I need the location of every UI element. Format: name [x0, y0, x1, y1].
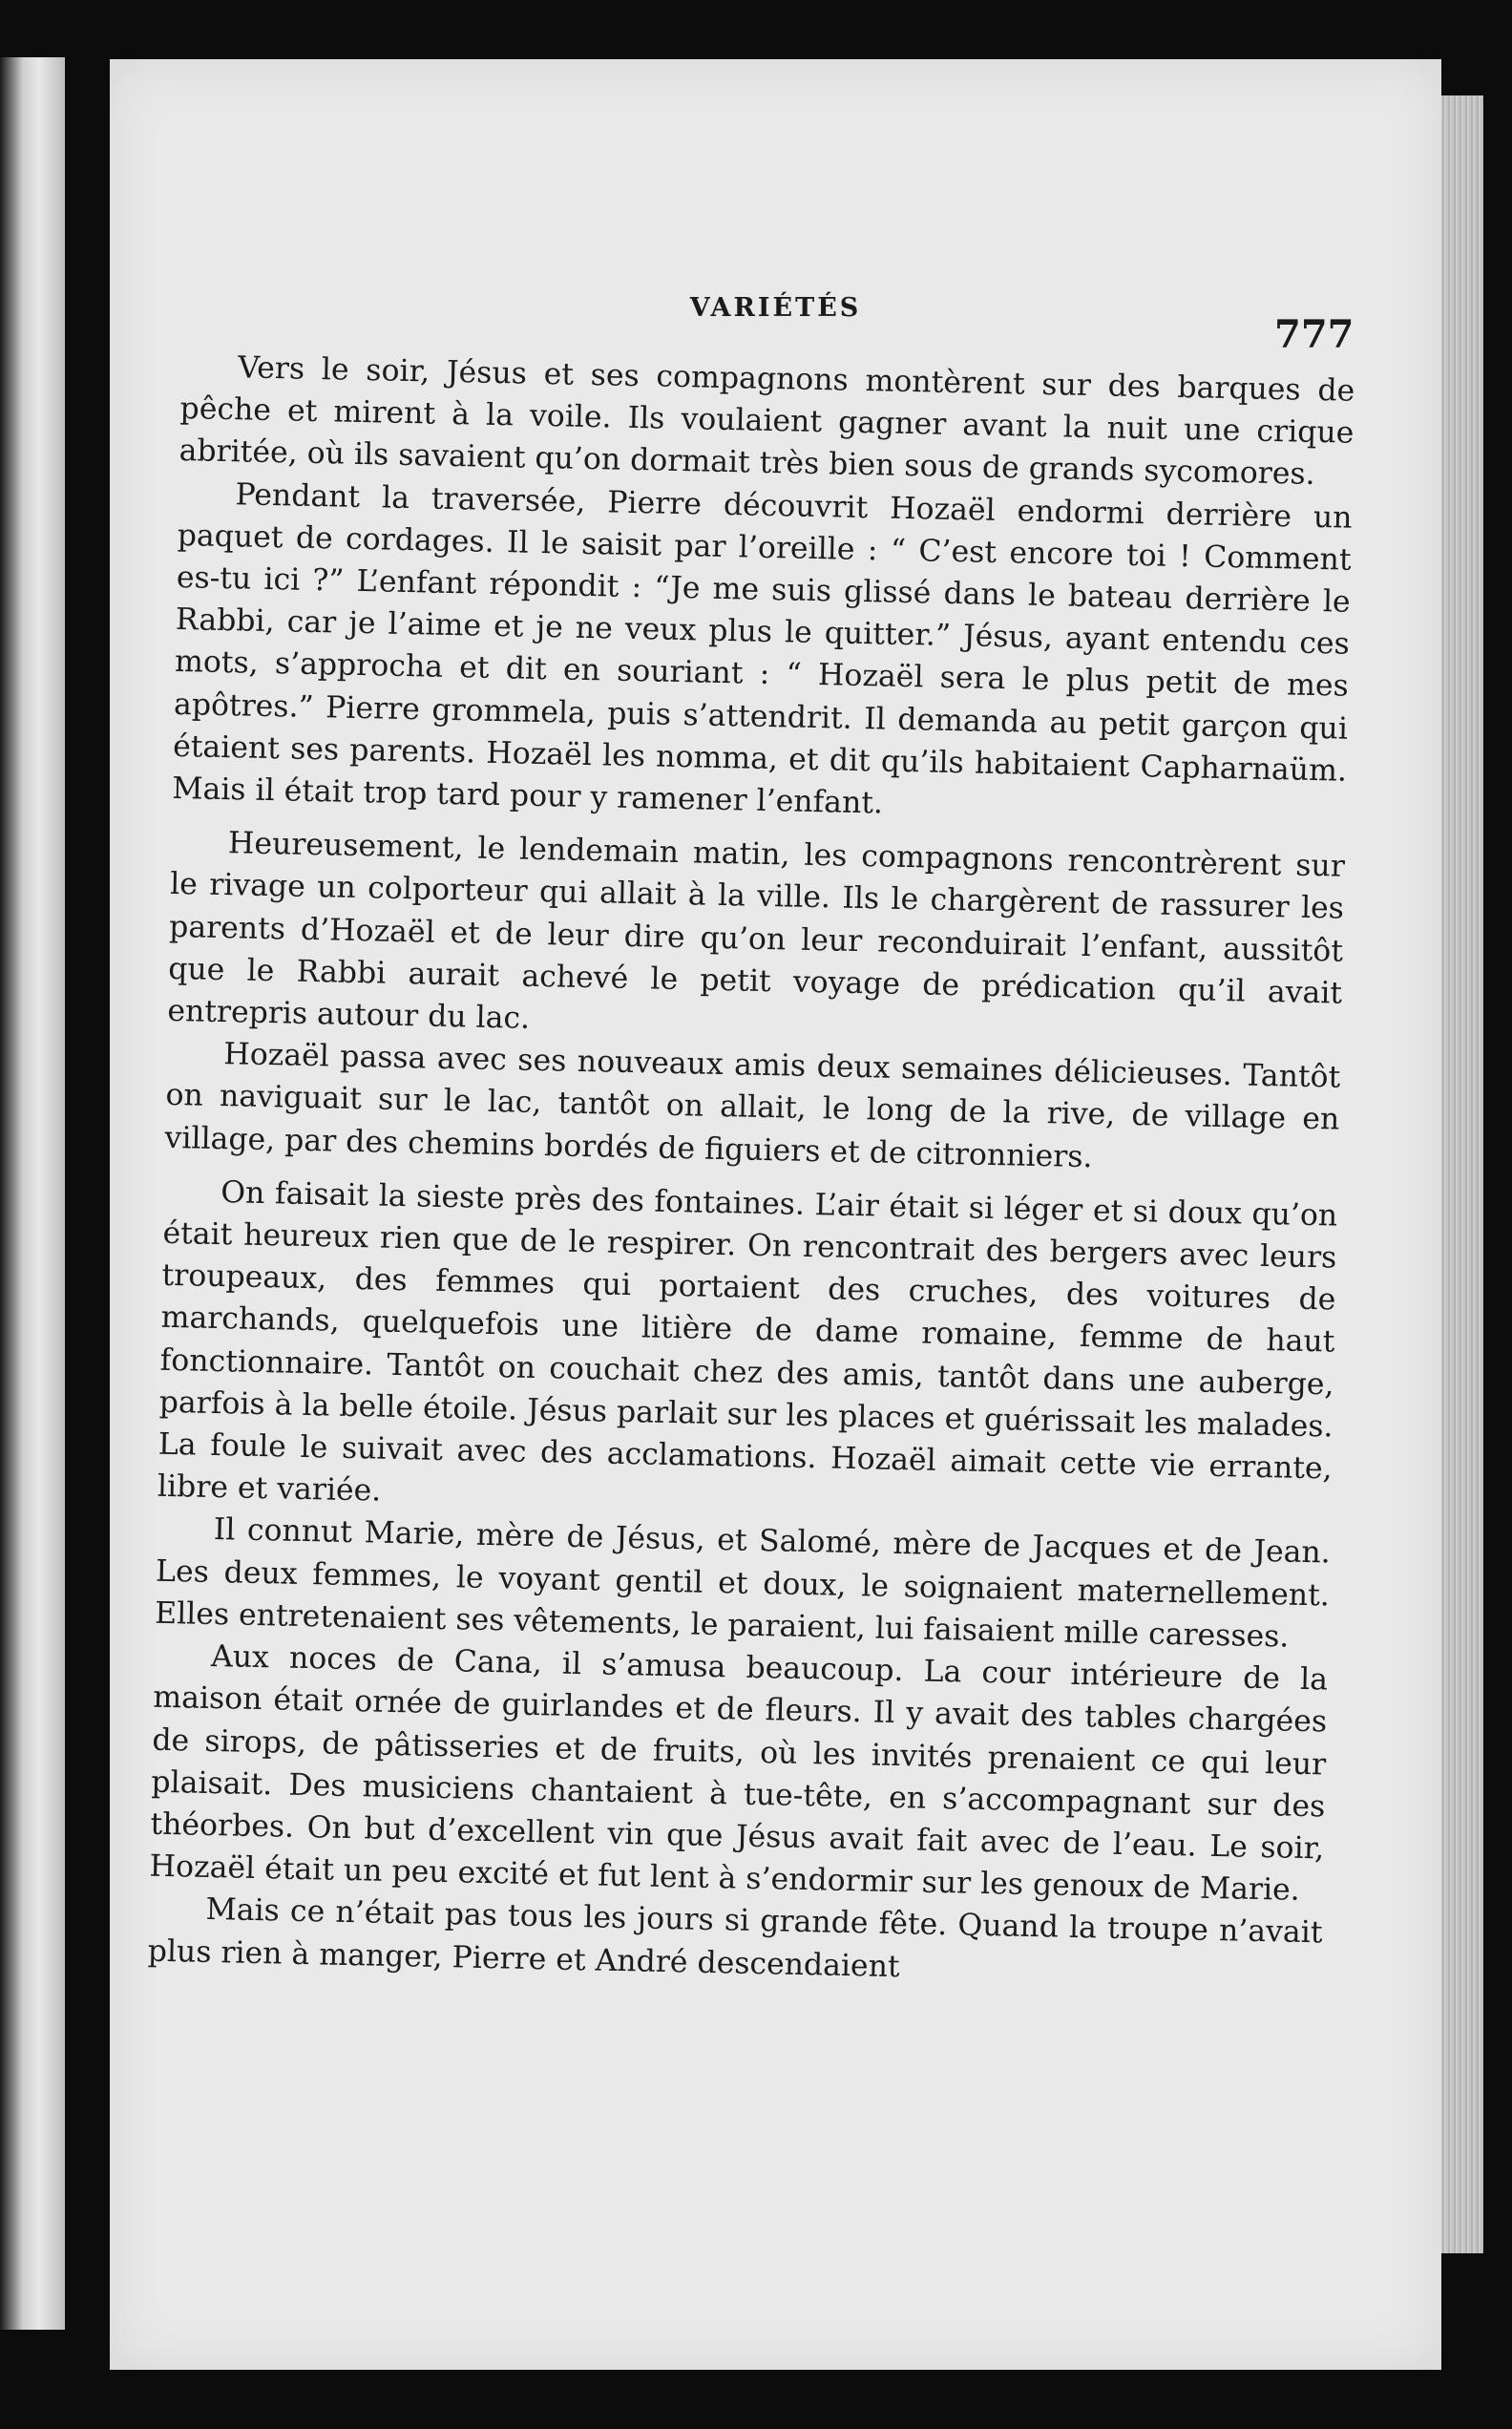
adjacent-page-edge	[0, 57, 65, 2330]
paragraph: Mais ce n’était pas tous les jours si grande fête. Quand la troupe n’avait plus rien à manger, Pierre et André descendaient	[147, 1892, 1323, 1984]
book-page	[110, 59, 1441, 2370]
paragraph: On faisait la sieste près des fontaines. L’air était si léger et si doux qu’on était heureux rien que de le respirer. On rencontrait des bergers avec leurs troupeaux, des femmes qui portaient des cruches, des voitures de marchands, quelquefois une litière de dame romaine, femme de haut fonctionnaire. Tantôt on couchait chez des amis, tantôt dans une auberge, parfois à la belle étoile. Jésus parlait sur les places et guérissait les malades. La foule le suivait avec des acclamations. Hozaël aimait cette vie errante, libre et variée.	[157, 1174, 1338, 1509]
paragraph: Vers le soir, Jésus et ses compagnons montèrent sur des barques de pêche et mirent à la voile. Ils voulaient gagner avant la nuit une crique abritée, où ils savaient qu’on dormait très bien sous de grands sycomores.	[178, 350, 1355, 493]
body-text	[147, 346, 1354, 1996]
paragraph: Pendant la traversée, Pierre découvrit Hozaël endormi derrière un paquet de cordages. Il le saisit par l’oreille : “ C’est encore toi ! Comment es-tu ici ?” L’enfant répondit : “Je me suis glissé dans le bateau derrière le Rabbi, car je l’aime et je ne veux plus le quitter.” Jésus, ayant entendu ces mots, s’approcha et dit en souriant : “ Hozaël sera le plus petit de mes apôtres.” Pierre grommela, puis s’attendrit. Il demanda au petit garçon qui étaient ses parents. Hozaël les nomma, et dit qu’ils habitaient Capharnaüm. Mais il était trop tard pour y ramener l’enfant.	[171, 476, 1353, 821]
page-stack-edge	[1441, 95, 1483, 2253]
page-number: 777	[1274, 312, 1354, 357]
running-head: VARIÉTÉS	[689, 293, 862, 323]
paragraph: Il connut Marie, mère de Jésus, et Salomé, mère de Jacques et de Jean. Les deux femmes, le voyant gentil et doux, le soignaient maternellement. Elles entretenaient ses vêtements, le paraient, lui faisaient mille caresses.	[154, 1512, 1332, 1655]
paragraph: Aux noces de Cana, il s’amusa beaucoup. La cour intérieure de la maison était ornée de guirlandes et de fleurs. Il y avait des tables chargées de sirops, de pâtisseries et de fruits, où les invités prenaient ce qui leur plaisait. Des musiciens chantaient à tue-tête, en s’accompagnant sur des théorbes. On but d’excellent vin que Jésus avait fait avec de l’eau. Le soir, Hozaël était un peu excité et fut lent à s’endormir sur les genoux de Marie.	[149, 1639, 1329, 1908]
paragraph: Hozaël passa avec ses nouveaux amis deux semaines délicieuses. Tantôt on naviguait sur le lac, tantôt on allait, le long de la rive, de village en village, par des chemins bordés de figuiers et de citronniers.	[164, 1037, 1341, 1174]
paragraph: Heureusement, le lendemain matin, les compagnons rencontrèrent sur le rivage un colporteur qui allait à la ville. Ils le chargèrent de rassurer les parents d’Hozaël et de leur dire qu’on leur reconduirait l’enfant, aussitôt que le Rabbi aurait achevé le petit voyage de prédication qu’il avait entrepris autour du lac.	[167, 826, 1346, 1036]
